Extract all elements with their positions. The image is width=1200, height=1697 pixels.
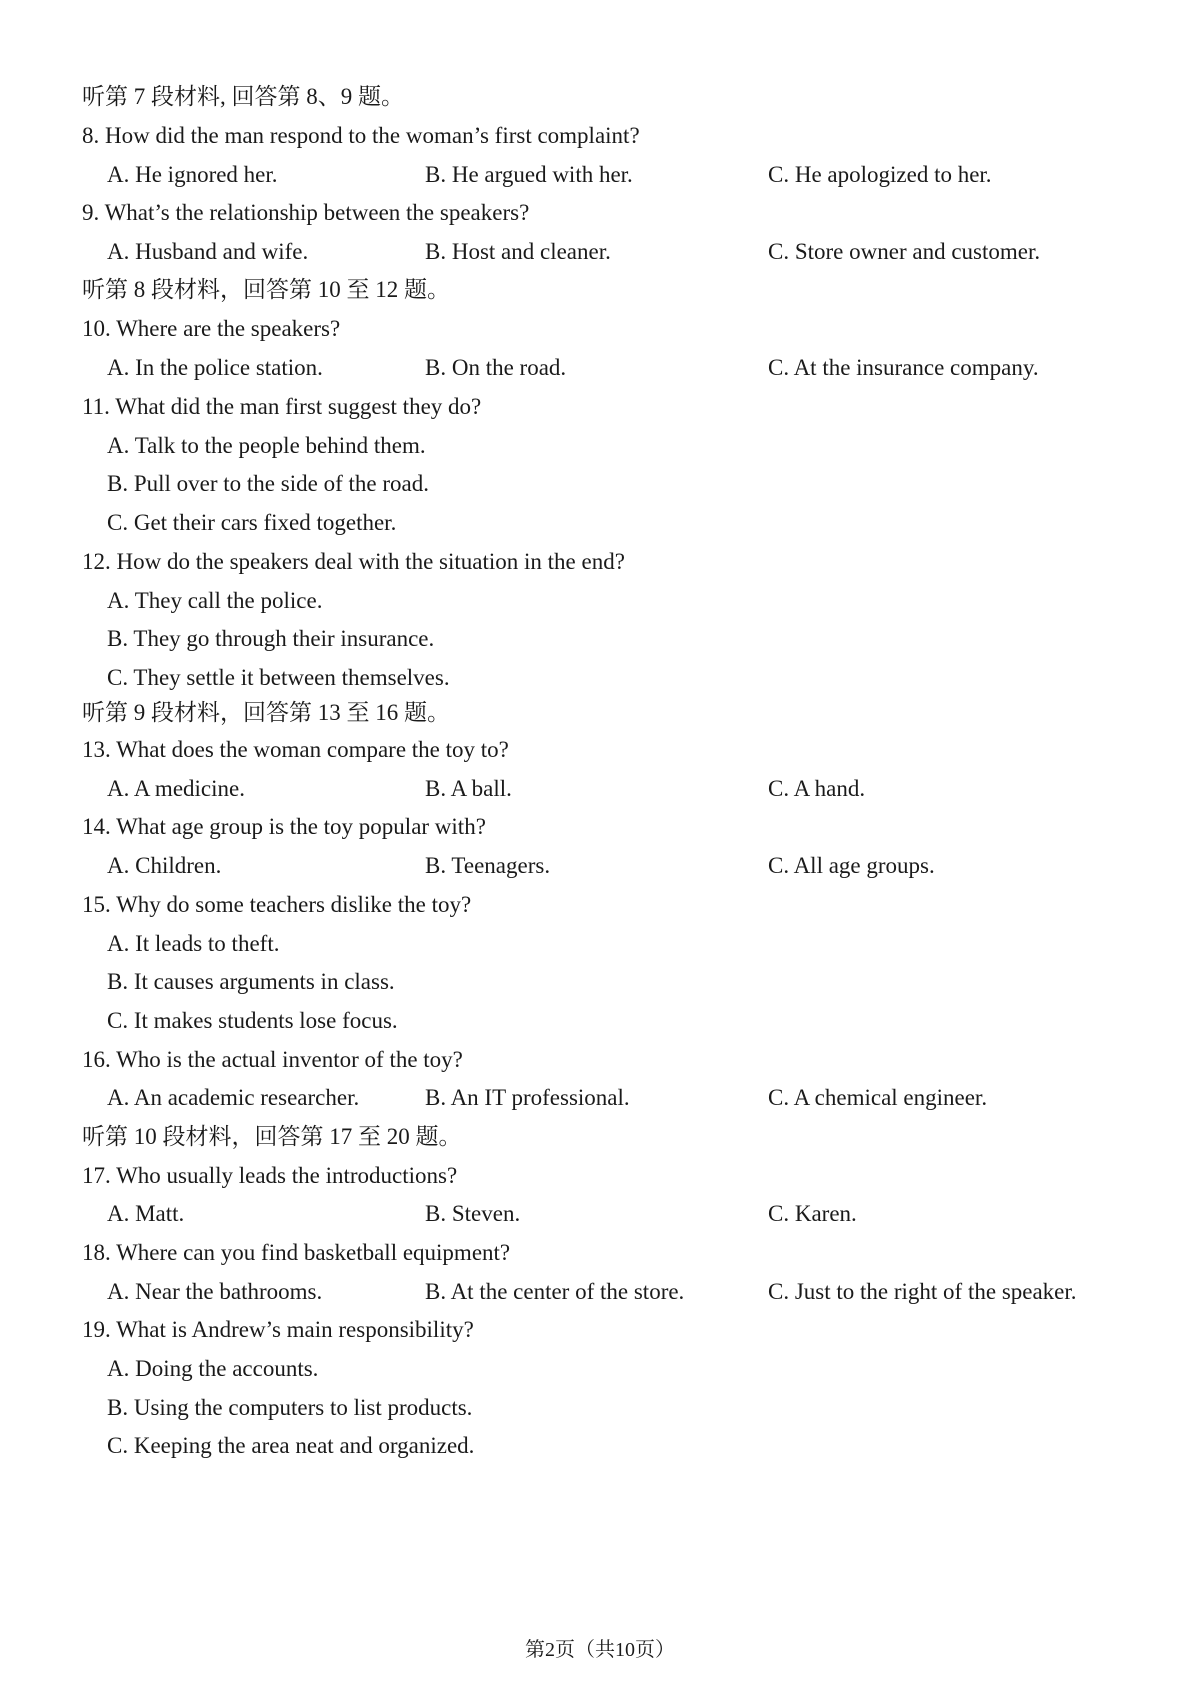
question-stem: 8. How did the man respond to the woman’s first complaint? <box>82 123 640 148</box>
option-a: A. Doing the accounts. <box>107 1356 319 1381</box>
option-b: B. Teenagers. <box>425 853 551 878</box>
option-c: C. It makes students lose focus. <box>107 1008 398 1033</box>
option-b: B. On the road. <box>425 355 567 380</box>
option-b: B. It causes arguments in class. <box>107 969 395 994</box>
option-a: A. They call the police. <box>107 588 323 613</box>
option-a: A. Children. <box>107 853 222 878</box>
option-b: B. An IT professional. <box>425 1085 630 1110</box>
question-stem: 19. What is Andrew’s main responsibility? <box>82 1317 474 1342</box>
option-b: B. At the center of the store. <box>425 1279 685 1304</box>
option-c: C. A chemical engineer. <box>768 1085 988 1110</box>
page-number-footer: 第2页（共10页） <box>525 1639 675 1661</box>
question-stem: 13. What does the woman compare the toy to? <box>82 737 509 762</box>
option-a: A. Near the bathrooms. <box>107 1279 323 1304</box>
option-c: C. Just to the right of the speaker. <box>768 1279 1077 1304</box>
option-a: A. Talk to the people behind them. <box>107 433 426 458</box>
option-c: C. He apologized to her. <box>768 162 992 187</box>
question-stem: 18. Where can you find basketball equipment? <box>82 1240 511 1265</box>
option-c: C. Get their cars fixed together. <box>107 510 397 535</box>
option-b: B. He argued with her. <box>425 162 633 187</box>
option-a: A. Husband and wife. <box>107 239 309 264</box>
option-b: B. They go through their insurance. <box>107 626 435 651</box>
question-stem: 17. Who usually leads the introductions? <box>82 1163 458 1188</box>
option-a: A. A medicine. <box>107 776 245 801</box>
option-c: C. All age groups. <box>768 853 935 878</box>
option-a: A. Matt. <box>107 1201 185 1226</box>
option-c: C. At the insurance company. <box>768 355 1039 380</box>
option-b: B. Steven. <box>425 1201 521 1226</box>
option-a: A. In the police station. <box>107 355 323 380</box>
option-c: C. They settle it between themselves. <box>107 665 450 690</box>
question-stem: 9. What’s the relationship between the speakers? <box>82 200 530 225</box>
question-stem: 11. What did the man first suggest they do? <box>82 394 482 419</box>
option-b: B. Host and cleaner. <box>425 239 611 264</box>
option-c: C. Store owner and customer. <box>768 239 1041 264</box>
question-stem: 16. Who is the actual inventor of the toy? <box>82 1047 463 1072</box>
option-a: A. An academic researcher. <box>107 1085 360 1110</box>
question-stem: 14. What age group is the toy popular with? <box>82 814 486 839</box>
section-heading: 听第 8 段材料，回答第 10 至 12 题。 <box>82 277 450 302</box>
option-c: C. Karen. <box>768 1201 857 1226</box>
option-c: C. Keeping the area neat and organized. <box>107 1433 475 1458</box>
option-b: B. Pull over to the side of the road. <box>107 471 429 496</box>
option-b: B. A ball. <box>425 776 512 801</box>
question-stem: 10. Where are the speakers? <box>82 316 341 341</box>
section-heading: 听第 7 段材料, 回答第 8、9 题。 <box>82 84 404 109</box>
question-stem: 15. Why do some teachers dislike the toy? <box>82 892 472 917</box>
option-a: A. He ignored her. <box>107 162 278 187</box>
question-stem: 12. How do the speakers deal with the situation in the end? <box>82 549 625 574</box>
option-c: C. A hand. <box>768 776 866 801</box>
option-a: A. It leads to theft. <box>107 931 280 956</box>
option-b: B. Using the computers to list products. <box>107 1395 473 1420</box>
section-heading: 听第 10 段材料，回答第 17 至 20 题。 <box>82 1124 462 1149</box>
section-heading: 听第 9 段材料，回答第 13 至 16 题。 <box>82 700 450 725</box>
